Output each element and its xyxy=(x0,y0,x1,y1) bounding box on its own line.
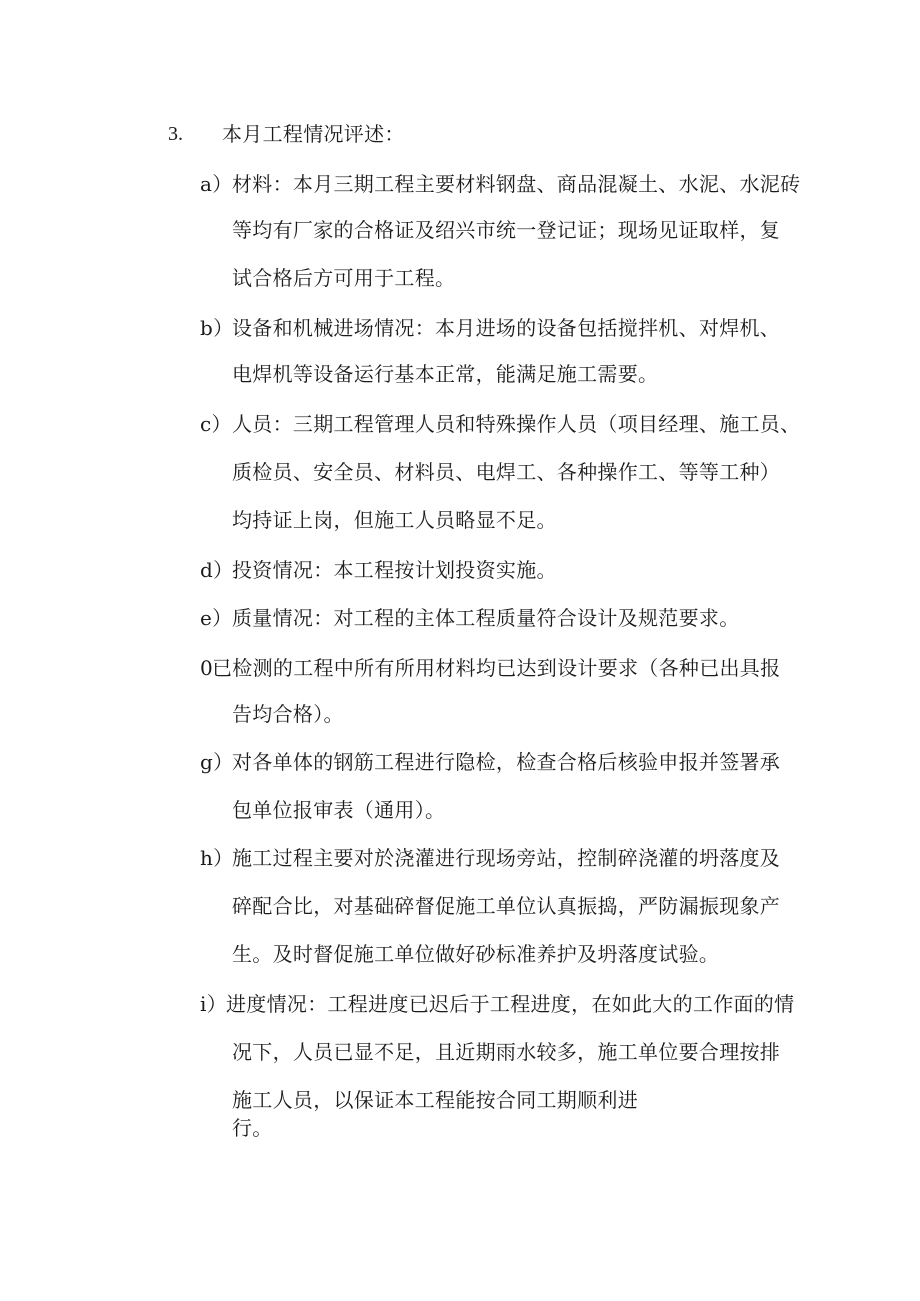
item-h-line-2: 碎配合比，对基础碎督促施工单位认真振捣，严防漏振现象产 xyxy=(232,894,781,918)
item-i-line-3: 施工人员，以保证本工程能按合同工期顺利进 xyxy=(232,1088,638,1112)
item-f-line-1: 已检测的工程中所有所用材料均已达到设计要求（各种已出具报 xyxy=(212,656,781,680)
item-b-label: b） xyxy=(200,316,234,340)
item-a-line-1: 材料：本月三期工程主要材料钢盘、商品混凝土、水泥、水泥砖 xyxy=(232,172,801,196)
item-i-line-4: 行。 xyxy=(232,1116,273,1140)
item-a-label: a） xyxy=(200,172,233,196)
item-e-label: e） xyxy=(200,606,233,630)
item-i-line-2: 况下，人员已显不足，且近期雨水较多，施工单位要合理按排 xyxy=(232,1040,781,1064)
item-g-line-2: 包单位报审表（通用）。 xyxy=(232,798,446,822)
item-c-label: c） xyxy=(200,412,232,436)
item-a-line-2: 等均有厂家的合格证及绍兴市统一登记证；现场见证取样，复 xyxy=(232,218,781,242)
item-a-line-3: 试合格后方可用于工程。 xyxy=(232,266,456,290)
item-h-line-3: 生。及时督促施工单位做好砂标准养护及坍落度试验。 xyxy=(232,942,720,966)
item-b-line-1: 设备和机械进场情况：本月进场的设备包括搅拌机、对焊机、 xyxy=(232,316,781,340)
item-h-label: h） xyxy=(200,846,234,870)
item-h-line-1: 施工过程主要对於浇灌进行现场旁站，控制碎浇灌的坍落度及 xyxy=(232,846,781,870)
item-c-line-2: 质检员、安全员、材料员、电焊工、各种操作工、等等工种） xyxy=(232,460,781,484)
item-i-label: i） xyxy=(200,992,227,1016)
item-d-line-1: 投资情况：本工程按计划投资实施。 xyxy=(232,558,557,582)
section-title: 本月工程情况评述： xyxy=(222,122,405,146)
item-e-line-1: 质量情况：对工程的主体工程质量符合设计及规范要求。 xyxy=(232,606,740,630)
item-g-line-1: 对各单体的钢筋工程进行隐检，检查合格后核验申报并签署承 xyxy=(232,750,781,774)
section-number: 3. xyxy=(168,123,183,145)
item-g-label: g） xyxy=(200,750,234,774)
item-c-line-3: 均持证上岗，但施工人员略显不足。 xyxy=(232,508,557,532)
item-b-line-2: 电焊机等设备运行基本正常，能满足施工需要。 xyxy=(232,362,659,386)
item-f-label: 0 xyxy=(200,656,214,680)
item-c-line-1: 人员：三期工程管理人员和特殊操作人员（项目经理、施工员、 xyxy=(232,412,801,436)
item-i-line-1: 进度情况：工程进度已迟后于工程进度，在如此大的工作面的情 xyxy=(226,992,795,1016)
item-d-label: d） xyxy=(200,558,234,582)
item-f-line-2: 告均合格）。 xyxy=(232,702,344,726)
